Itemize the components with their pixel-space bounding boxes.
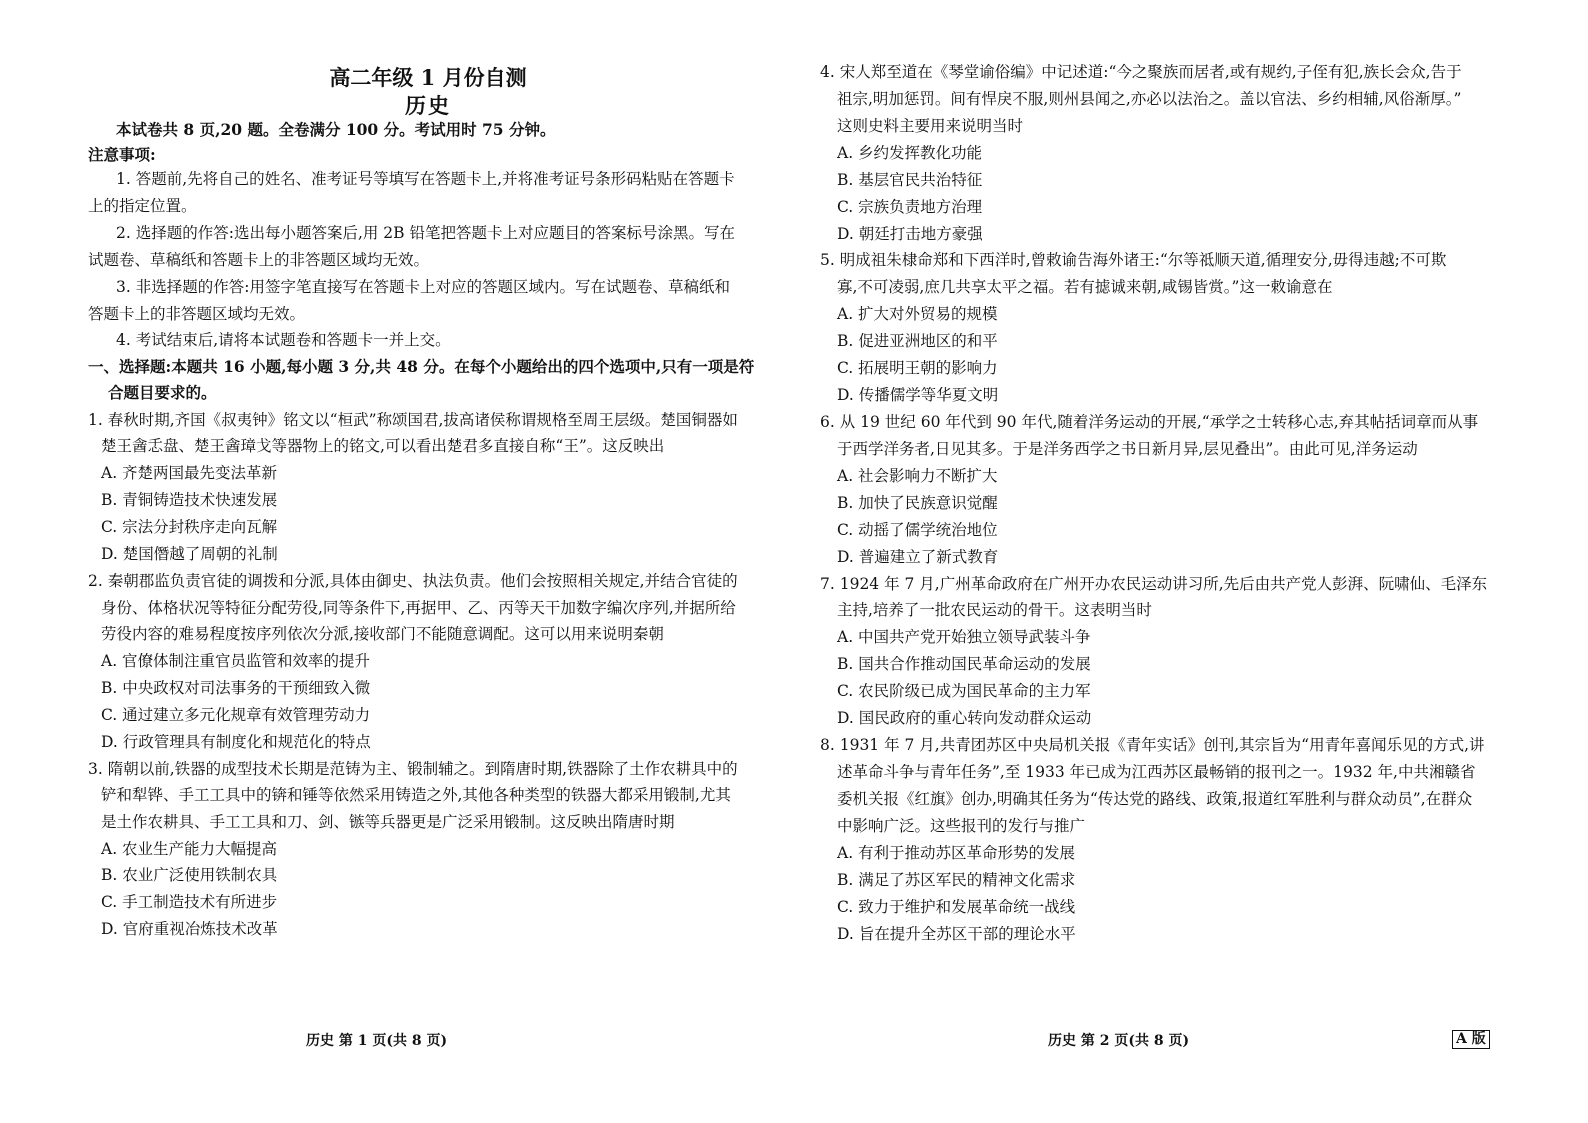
answer-option: C. 手工制造技术有所进步 [101,893,278,911]
notice-line: 答题卡上的非答题区域均无效。 [88,305,306,323]
question-stem: 委机关报《红旗》创办,明确其任务为“传达党的路线、政策,报道红军胜利与群众动员”,在群众 [837,790,1473,808]
question-stem: 寡,不可凌弱,庶几共享太平之福。若有摅诚来朝,咸锡皆赏。”这一敕谕意在 [837,278,1333,296]
answer-option: D. 官府重视冶炼技术改革 [101,920,278,938]
question-stem: 6. 从 19 世纪 60 年代到 90 年代,随着洋务运动的开展,“承学之士转移心志,弃其帖括词章而从事 [820,413,1479,431]
notice-line: 试题卷、草稿纸和答题卡上的非答题区域均无效。 [88,251,430,269]
answer-option: B. 青铜铸造技术快速发展 [101,491,278,509]
question-stem: 3. 隋朝以前,铁器的成型技术长期是范铸为主、锻制辅之。到隋唐时期,铁器除了土作农耕具中的 [88,760,738,778]
answer-option: C. 农民阶级已成为国民革命的主力军 [837,682,1091,700]
answer-option: C. 宗族负责地方治理 [837,198,983,216]
answer-option: D. 行政管理具有制度化和规范化的特点 [101,733,371,751]
question-stem: 1. 春秋时期,齐国《叔夷钟》铭文以“桓武”称颂国君,拔高诸侯称谓规格至周王层级。楚国铜器如 [88,411,738,429]
answer-option: B. 中央政权对司法事务的干预细致入微 [101,679,371,697]
answer-option: A. 扩大对外贸易的规模 [837,305,998,323]
notice-line: 2. 选择题的作答:选出每小题答案后,用 2B 铅笔把答题卡上对应题目的答案标号涂黑。写在 [116,224,735,242]
question-stem: 中影响广泛。这些报刊的发行与推广 [837,817,1086,835]
answer-option: D. 传播儒学等华夏文明 [837,386,999,404]
question-stem: 主持,培养了一批农民运动的骨干。这表明当时 [837,601,1152,619]
answer-option: A. 官僚体制注重官员监管和效率的提升 [101,652,371,670]
answer-option: D. 楚国僭越了周朝的礼制 [101,545,278,563]
answer-option: B. 基层官民共治特征 [837,171,983,189]
question-stem: 7. 1924 年 7 月,广州革命政府在广州开办农民运动讲习所,先后由共产党人彭湃、阮啸仙、毛泽东 [820,575,1488,593]
question-stem: 于西学洋务者,日见其多。于是洋务西学之书日新月异,层见叠出”。由此可见,洋务运动 [837,440,1418,458]
answer-option: B. 加快了民族意识觉醒 [837,494,998,512]
section-heading: 一、选择题:本题共 16 小题,每小题 3 分,共 48 分。在每个小题给出的四个选项中,只有一项是符 [88,357,755,376]
answer-option: A. 有利于推动苏区革命形势的发展 [837,844,1076,862]
subject-title: 历史 [405,93,451,118]
answer-option: B. 国共合作推动国民革命运动的发展 [837,655,1091,673]
answer-option: A. 中国共产党开始独立领导武装斗争 [837,628,1091,646]
exam-info: 本试卷共 8 页,20 题。全卷满分 100 分。考试用时 75 分钟。 [116,120,556,139]
notice-line: 上的指定位置。 [88,197,197,215]
question-stem: 述革命斗争与青年任务”,至 1933 年已成为江西苏区最畅销的报刊之一。1932 年,中共湘赣省 [837,763,1476,781]
answer-option: C. 通过建立多元化规章有效管理劳动力 [101,706,371,724]
answer-option: A. 农业生产能力大幅提高 [101,840,278,858]
answer-option: C. 致力于维护和发展革命统一战线 [837,898,1076,916]
answer-option: B. 促进亚洲地区的和平 [837,332,998,350]
notice-line: 1. 答题前,先将自己的姓名、准考证号等填写在答题卡上,并将准考证号条形码粘贴在答题卡 [116,170,735,188]
question-stem: 祖宗,明加惩罚。间有悍戾不服,则州县闻之,亦必以法治之。盖以官法、乡约相辅,风俗渐厚。” [837,90,1462,108]
answer-option: B. 满足了苏区军民的精神文化需求 [837,871,1076,889]
question-stem: 身份、体格状况等特征分配劳役,同等条件下,再据甲、乙、丙等天干加数字编次序列,并据所给 [101,599,736,617]
notice-line: 4. 考试结束后,请将本试题卷和答题卡一并上交。 [116,331,451,349]
question-stem: 2. 秦朝郡监负责官徒的调拨和分派,具体由御史、执法负责。他们会按照相关规定,并结合官徒的 [88,572,738,590]
answer-option: D. 朝廷打击地方豪强 [837,225,983,243]
answer-option: C. 宗法分封秩序走向瓦解 [101,518,278,536]
notice-heading: 注意事项: [88,145,156,164]
question-stem: 是土作农耕具、手工工具和刀、剑、镞等兵器更是广泛采用锻制。这反映出隋唐时期 [101,813,675,831]
answer-option: D. 国民政府的重心转向发动群众运动 [837,709,1092,727]
question-stem: 这则史料主要用来说明当时 [837,117,1024,135]
answer-option: B. 农业广泛使用铁制农具 [101,866,278,884]
answer-option: C. 动摇了儒学统治地位 [837,521,998,539]
answer-option: A. 乡约发挥教化功能 [837,144,983,162]
question-stem: 4. 宋人郑至道在《琴堂谕俗编》中记述道:“今之聚族而居者,或有规约,子侄有犯,族长会众,告于 [820,63,1462,81]
exam-title: 高二年级 1 月份自测 [329,65,527,90]
question-stem: 劳役内容的难易程度按序列依次分派,接收部门不能随意调配。这可以用来说明秦朝 [101,625,664,643]
answer-option: A. 社会影响力不断扩大 [837,467,998,485]
answer-option: D. 旨在提升全苏区干部的理论水平 [837,925,1076,943]
answer-option: C. 拓展明王朝的影响力 [837,359,998,377]
question-stem: 铲和犁铧、手工工具中的锛和锤等依然采用铸造之外,其他各种类型的铁器大都采用锻制,尤其 [101,786,731,804]
section-heading-cont: 合题目要求的。 [108,383,217,402]
edition-badge: A 版 [1452,1030,1490,1049]
answer-option: D. 普遍建立了新式教育 [837,548,999,566]
answer-option: A. 齐楚两国最先变法革新 [101,464,278,482]
page-footer-right: 历史 第 2 页(共 8 页) [1048,1033,1190,1049]
question-stem: 楚王酓忎盘、楚王酓璋戈等器物上的铭文,可以看出楚君多直接自称“王”。这反映出 [101,437,665,455]
notice-line: 3. 非选择题的作答:用签字笔直接写在答题卡上对应的答题区域内。写在试题卷、草稿纸和 [116,278,730,296]
question-stem: 8. 1931 年 7 月,共青团苏区中央局机关报《青年实话》创刊,其宗旨为“用青年喜闻乐见的方式,讲 [820,736,1485,754]
question-stem: 5. 明成祖朱棣命郑和下西洋时,曾敕谕告海外诸王:“尔等祗顺天道,循理安分,毋得违越;不可欺 [820,251,1447,269]
page-footer-left: 历史 第 1 页(共 8 页) [306,1033,448,1049]
